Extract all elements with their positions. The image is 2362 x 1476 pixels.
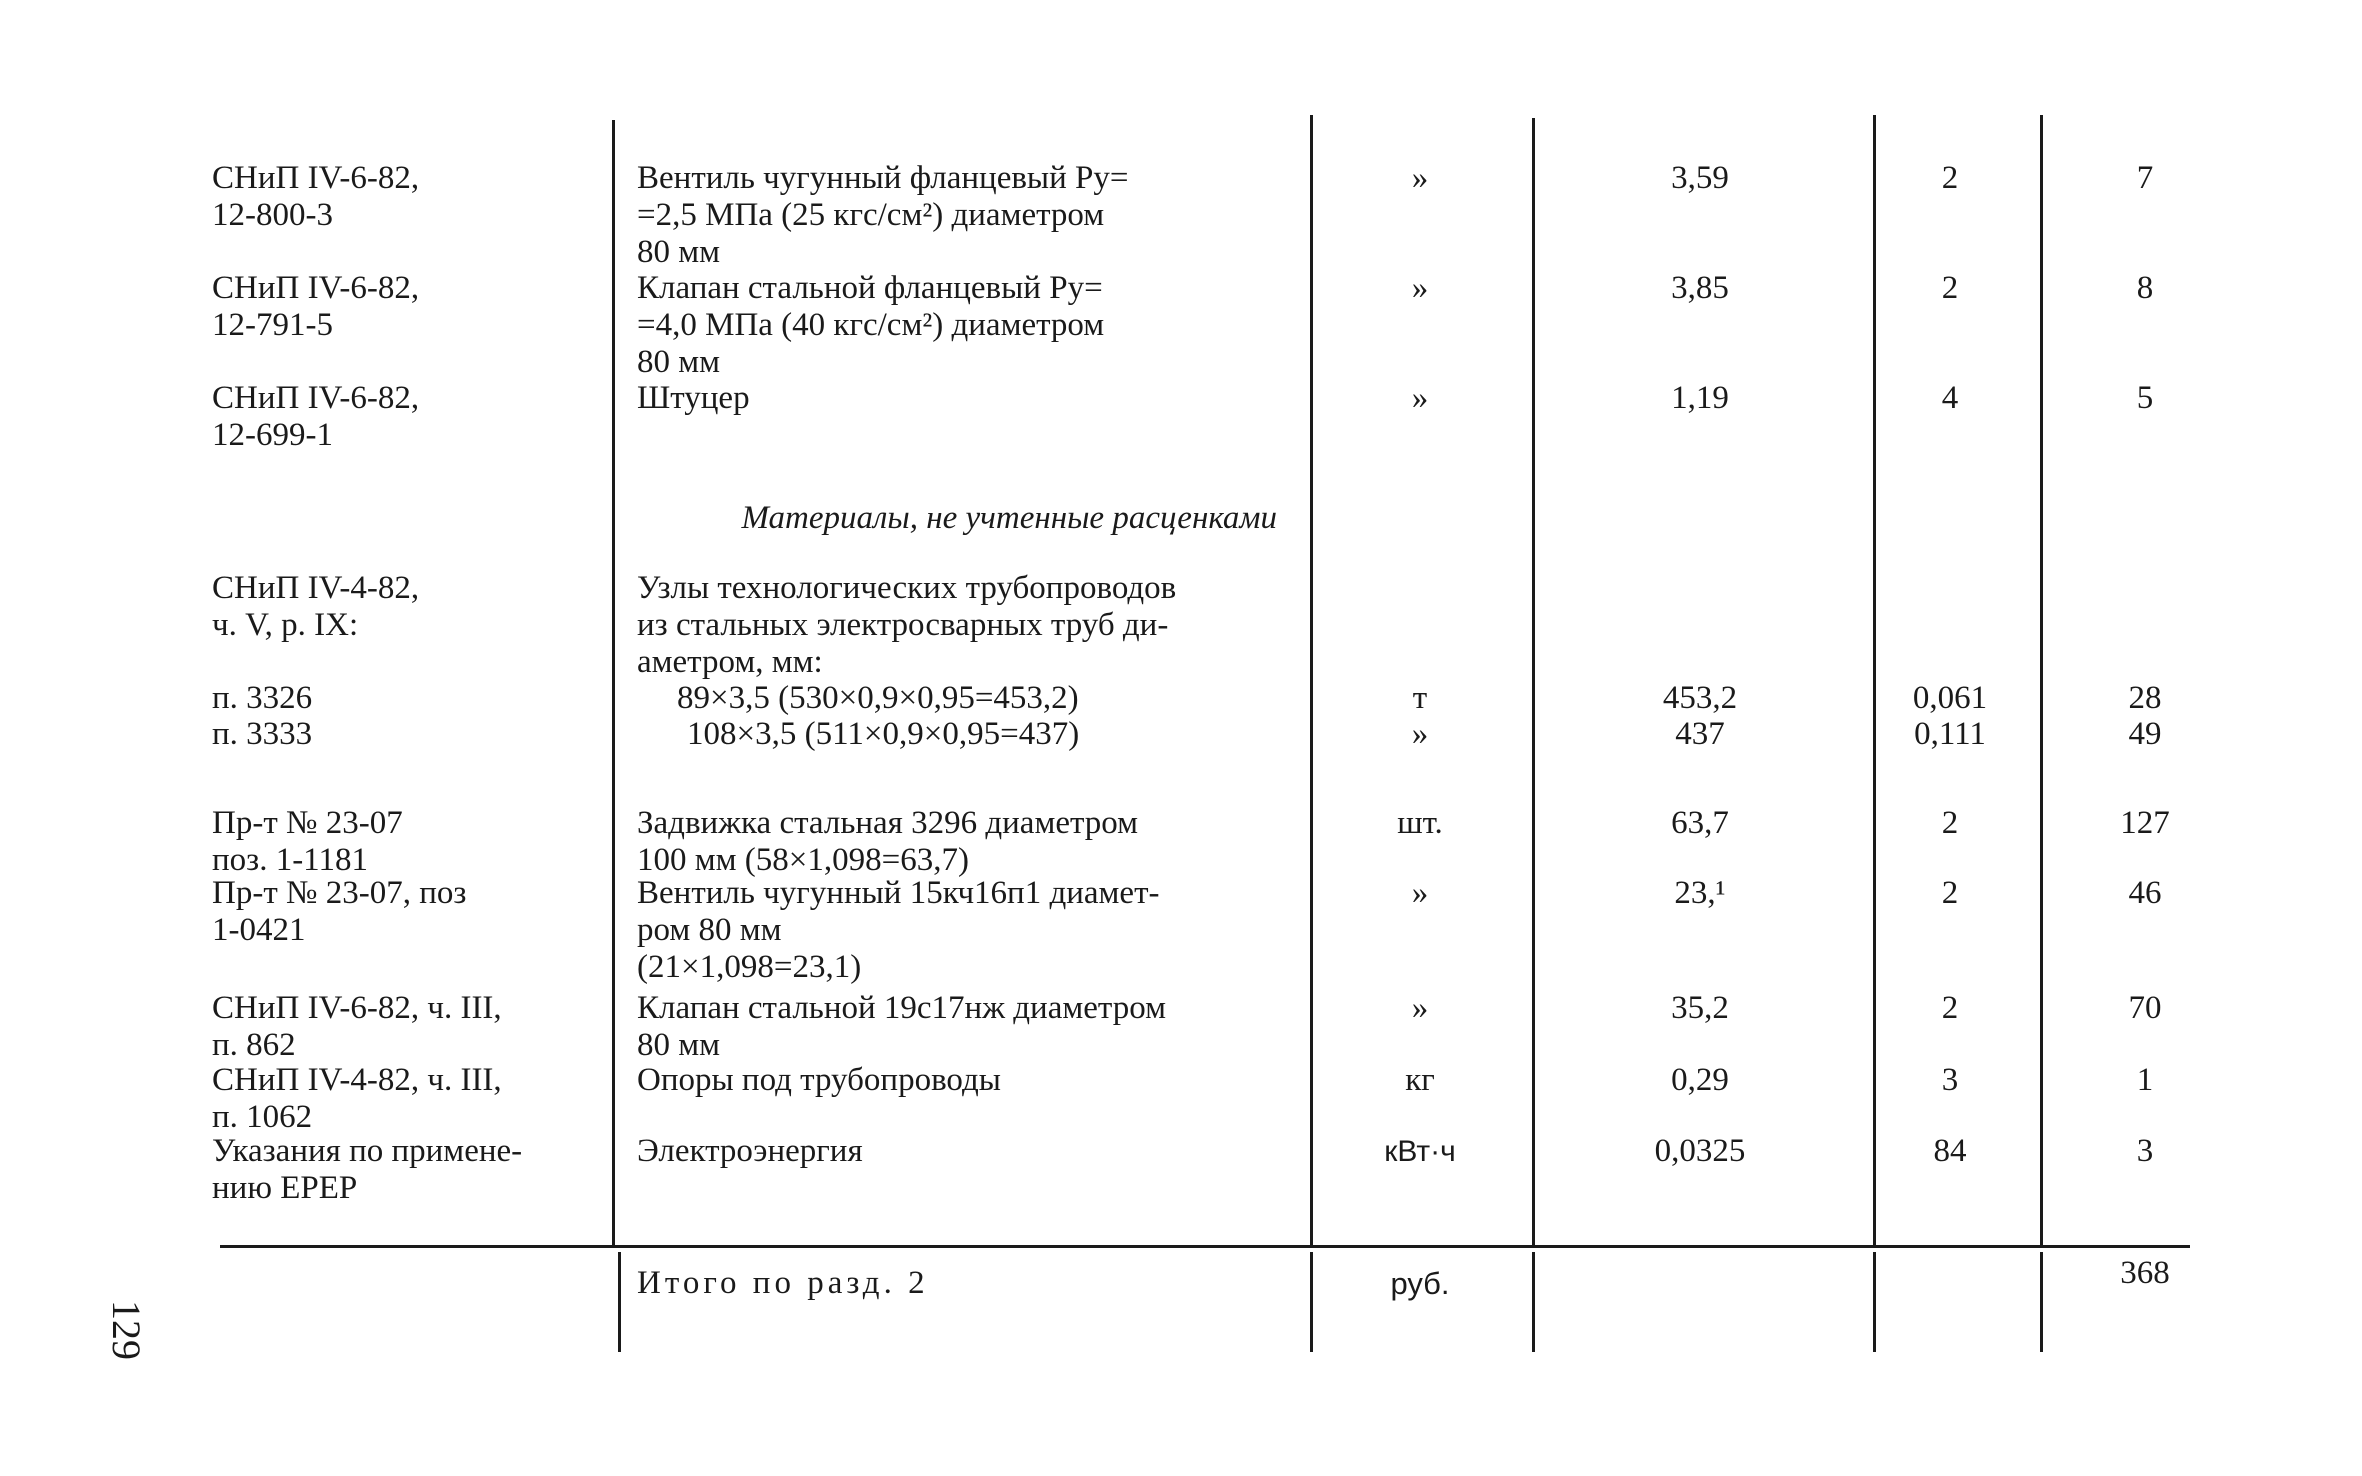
summary-label	[637, 1265, 1237, 1302]
price: 63,7	[1671, 805, 1729, 841]
source-ref: п. 3333	[212, 716, 313, 752]
total: 46	[2128, 875, 2162, 911]
total: 1	[2136, 1062, 2154, 1098]
price: 23,¹	[1674, 875, 1726, 911]
unit: т	[1412, 680, 1428, 716]
source-ref: Указания по примене- нию ЕРЕР	[212, 1133, 523, 1206]
source-ref: Пр-т № 23-07, поз 1-0421	[212, 875, 467, 948]
source-ref: Пр-т № 23-07 поз. 1-1181	[212, 805, 403, 878]
total-separator	[220, 1245, 2190, 1248]
unit: шт.	[1397, 805, 1443, 841]
total: 49	[2128, 716, 2162, 752]
unit: »	[1411, 380, 1429, 416]
summary-label-text: Итого по разд. 2	[637, 1265, 929, 1301]
total: 7	[2136, 160, 2154, 196]
quantity: 2	[1941, 875, 1959, 911]
price: 437	[1675, 716, 1725, 752]
summary-total: 368	[2120, 1255, 2170, 1291]
price: 1,19	[1671, 380, 1729, 416]
item-description: Электроэнергия	[637, 1133, 863, 1169]
total: 3	[2136, 1133, 2154, 1169]
total: 127	[2120, 805, 2170, 841]
quantity: 4	[1941, 380, 1959, 416]
source-ref: СНиП IV-6-82, ч. III, п. 862	[212, 990, 502, 1063]
price: 3,59	[1671, 160, 1729, 196]
item-description: Вентиль чугунный фланцевый Pу= =2,5 МПа (25 кгс/см²) диаметром 80 мм	[637, 160, 1129, 270]
item-description: Штуцер	[637, 380, 750, 416]
summary-rule-3	[1532, 1252, 1535, 1352]
summary-unit: руб.	[1390, 1266, 1450, 1301]
quantity: 2	[1941, 160, 1959, 196]
item-description: 89×3,5 (530×0,9×0,95=453,2)	[677, 680, 1079, 716]
item-description: Клапан стальной 19с17нж диаметром 80 мм	[637, 990, 1166, 1063]
quantity: 2	[1941, 805, 1959, 841]
source-ref: СНиП IV-6-82, 12-791-5	[212, 270, 420, 343]
item-description: Задвижка стальная 3296 диаметром 100 мм (58×1,098=63,7)	[637, 805, 1139, 878]
group-description: Узлы технологических трубопроводов из стальных электросварных труб ди- аметром, мм:	[637, 570, 1177, 680]
source-ref: СНиП IV-6-82, 12-699-1	[212, 380, 420, 453]
price: 0,29	[1671, 1062, 1729, 1098]
summary-rule-1	[618, 1252, 621, 1352]
unit: »	[1411, 875, 1429, 911]
total: 5	[2136, 380, 2154, 416]
source-ref: СНиП IV-6-82, 12-800-3	[212, 160, 420, 233]
item-description: Вентиль чугунный 15кч16п1 диамет- ром 80 мм (21×1,098=23,1)	[637, 875, 1160, 985]
quantity: 2	[1941, 270, 1959, 306]
price: 453,2	[1662, 680, 1738, 716]
section-heading: Материалы, не учтенные расценками	[741, 500, 1277, 536]
total: 70	[2128, 990, 2162, 1026]
column-rule-2	[1310, 115, 1313, 1245]
summary-rule-4	[1873, 1252, 1876, 1352]
column-rule-1	[612, 120, 615, 1245]
quantity: 0,061	[1912, 680, 1988, 716]
group-source-ref: СНиП IV-4-82, ч. V, р. IX:	[212, 570, 420, 643]
unit: кВт·ч	[1384, 1135, 1456, 1168]
unit: »	[1411, 716, 1429, 752]
item-description: 108×3,5 (511×0,9×0,95=437)	[687, 716, 1080, 752]
total: 28	[2128, 680, 2162, 716]
quantity: 3	[1941, 1062, 1959, 1098]
unit: »	[1411, 270, 1429, 306]
unit: »	[1411, 160, 1429, 196]
unit: кг	[1405, 1062, 1435, 1098]
price: 3,85	[1671, 270, 1729, 306]
total: 8	[2136, 270, 2154, 306]
summary-rule-2	[1310, 1252, 1313, 1352]
quantity: 84	[1933, 1133, 1967, 1169]
source-ref: СНиП IV-4-82, ч. III, п. 1062	[212, 1062, 502, 1135]
price: 0,0325	[1654, 1133, 1746, 1169]
quantity: 0,111	[1914, 716, 1986, 752]
source-ref: п. 3326	[212, 680, 313, 716]
item-description: Опоры под трубопроводы	[637, 1062, 1001, 1098]
quantity: 2	[1941, 990, 1959, 1026]
unit: »	[1411, 990, 1429, 1026]
page-number: 129	[104, 1300, 149, 1360]
price: 35,2	[1671, 990, 1729, 1026]
column-rule-3	[1532, 118, 1535, 1245]
item-description: Клапан стальной фланцевый Pу= =4,0 МПа (40 кгс/см²) диаметром 80 мм	[637, 270, 1105, 380]
